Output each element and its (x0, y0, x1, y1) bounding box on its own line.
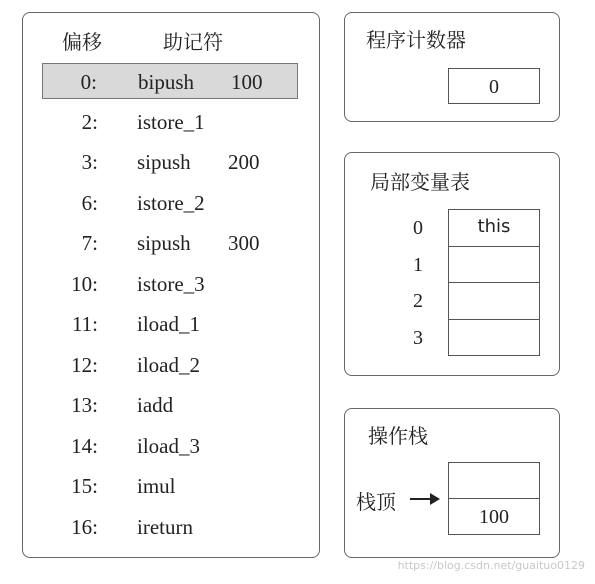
instruction-row (42, 266, 298, 302)
instruction-mnemonic: istore_1 (137, 109, 205, 134)
instruction-mnemonic: iadd (137, 393, 174, 417)
instruction-offset: 7: (81, 231, 98, 255)
instruction-mnemonic: iload_2 (137, 352, 200, 377)
instruction-offset: 2: (81, 109, 98, 134)
local-variables-title: 局部变量表 (370, 170, 470, 194)
instruction-mnemonic: sipush (137, 150, 191, 174)
operand-stack-title: 操作栈 (368, 424, 428, 448)
instruction-offset: 11: (71, 312, 98, 336)
stack-cell-top (448, 462, 540, 499)
instruction-mnemonic: iload_3 (137, 433, 200, 458)
instruction-offset: 10: (71, 271, 98, 296)
instruction-row (42, 144, 298, 180)
instruction-mnemonic: bipush (138, 70, 195, 94)
slot-index: 2 (413, 290, 423, 312)
instruction-mnemonic: sipush (137, 231, 191, 255)
instruction-mnemonic: iload_1 (137, 312, 200, 336)
instruction-mnemonic: istore_2 (137, 190, 205, 215)
program-counter-value: 0 (448, 68, 540, 104)
slot-cell (448, 319, 540, 357)
instruction-row (42, 63, 298, 99)
slot-index: 3 (413, 326, 423, 349)
watermark: https://blog.csdn.net/guaituo0129 (397, 559, 585, 572)
instruction-offset: 12: (71, 352, 98, 377)
slot-index: 0 (413, 217, 423, 239)
instruction-row (42, 509, 298, 545)
instruction-mnemonic: istore_3 (137, 271, 205, 296)
mnemonic-header: 助记符 (163, 30, 223, 54)
instruction-offset: 6: (81, 190, 98, 215)
slot-cell (448, 282, 540, 320)
instruction-operand: 300 (228, 231, 260, 255)
instruction-row (42, 185, 298, 221)
instruction-operand: 100 (231, 70, 263, 94)
instruction-operand: 200 (228, 150, 260, 174)
stack-top-arrow-icon (408, 490, 440, 508)
slot-cell: this (448, 209, 540, 247)
instruction-row (42, 428, 298, 464)
instruction-row (42, 347, 298, 383)
instruction-row (42, 387, 298, 423)
instruction-offset: 14: (71, 433, 98, 458)
slot-cell (448, 246, 540, 284)
instruction-offset: 3: (81, 150, 98, 174)
stack-cell-bottom: 100 (448, 498, 540, 535)
stack-top-label: 栈顶 (356, 490, 396, 514)
slot-index: 1 (413, 253, 423, 276)
instruction-row (42, 468, 298, 504)
offset-header: 偏移 (62, 30, 102, 54)
instruction-mnemonic: ireturn (137, 514, 193, 539)
instruction-row (42, 104, 298, 140)
instruction-offset: 16: (71, 514, 98, 539)
program-counter-title: 程序计数器 (366, 28, 466, 52)
instruction-row (42, 225, 298, 261)
instruction-row (42, 306, 298, 342)
instruction-mnemonic: imul (137, 474, 176, 498)
instruction-offset: 0: (80, 70, 97, 94)
instruction-offset: 13: (71, 393, 98, 417)
instruction-offset: 15: (71, 474, 98, 498)
